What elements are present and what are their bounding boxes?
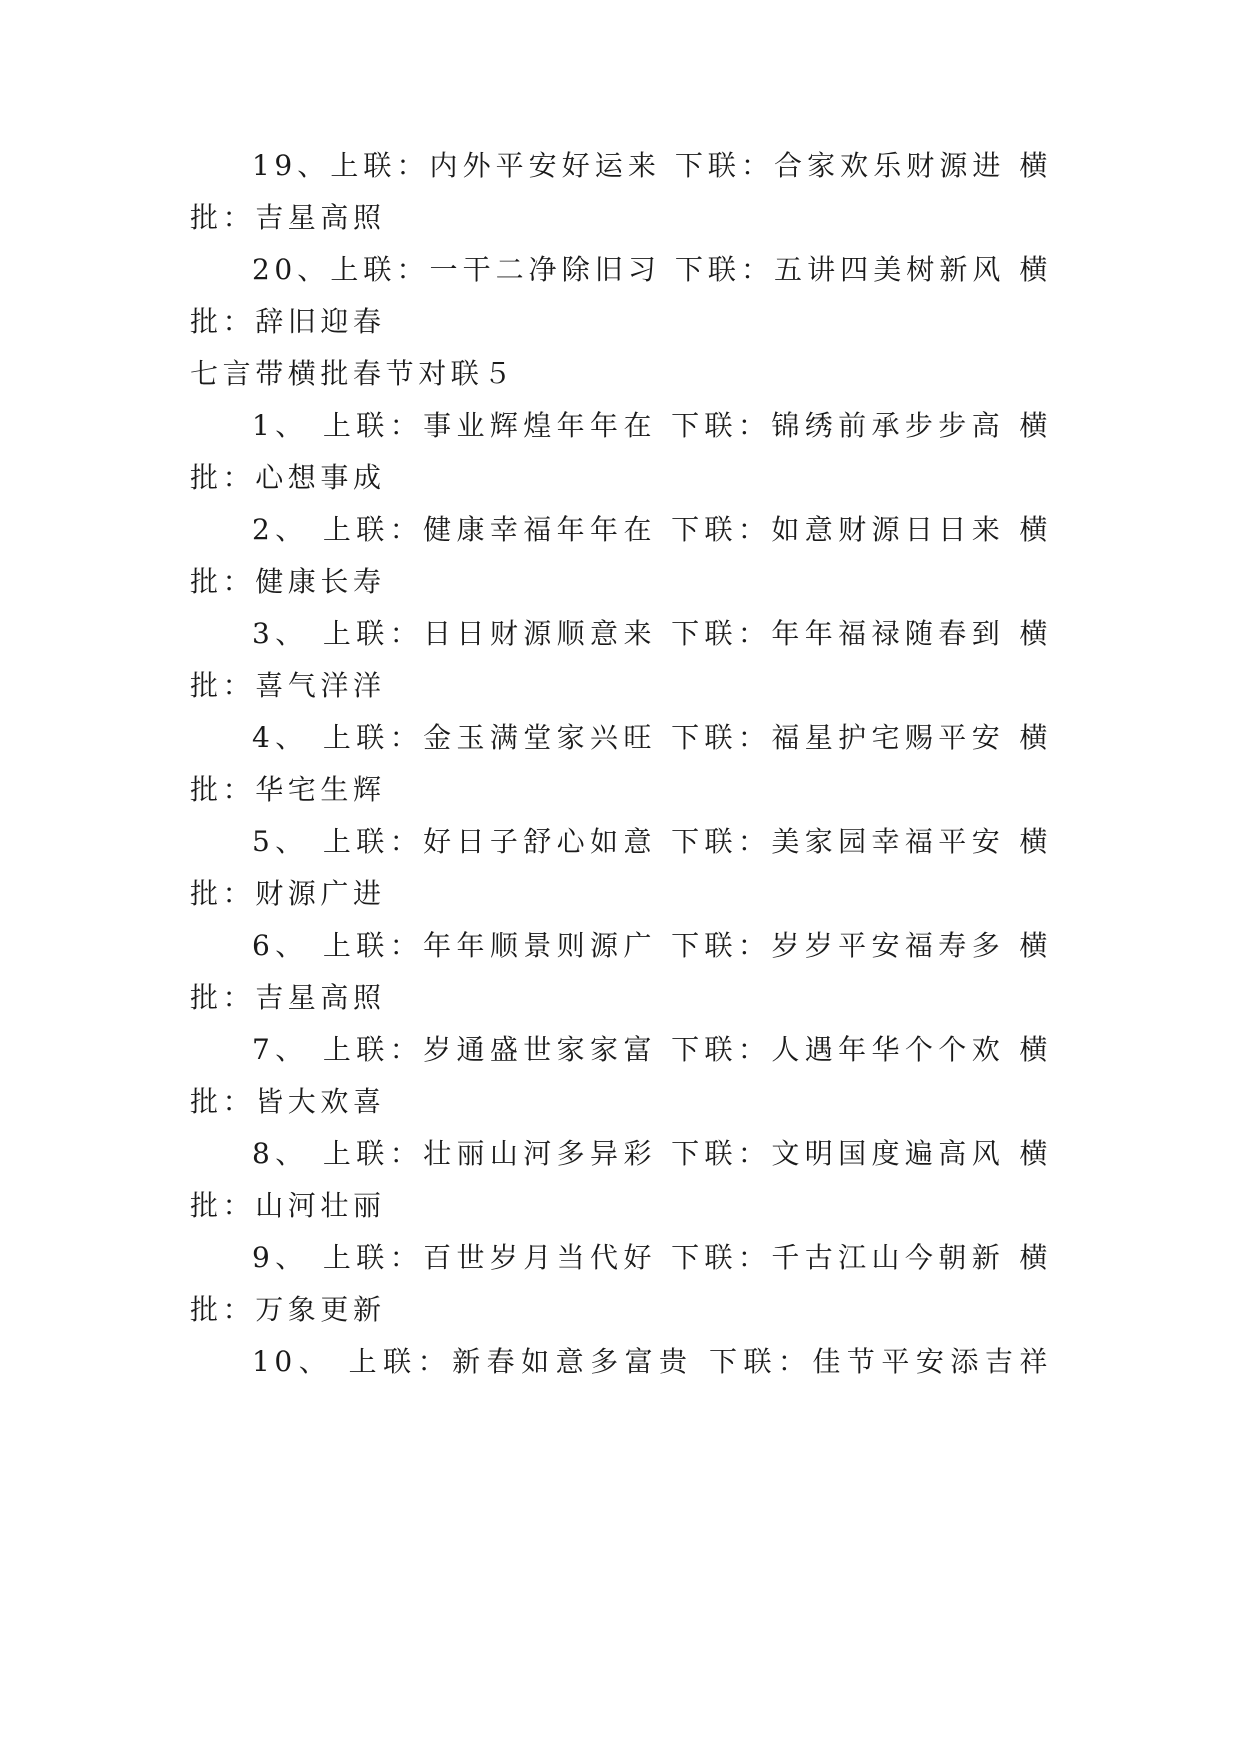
couplet-9-line2: 批：万象更新 xyxy=(190,1293,386,1326)
couplet-4-line1: 4、 上联：金玉满堂家兴旺 下联：福星护宅赐平安 横 xyxy=(252,721,1052,754)
couplet-20-line1: 20、上联：一干二净除旧习 下联：五讲四美树新风 横 xyxy=(252,253,1052,286)
couplet-5-line2: 批：财源广进 xyxy=(190,877,386,910)
couplet-3-line2: 批：喜气洋洋 xyxy=(190,669,386,702)
couplet-2-line1: 2、 上联：健康幸福年年在 下联：如意财源日日来 横 xyxy=(252,513,1052,546)
couplet-6-line2: 批：吉星高照 xyxy=(190,981,386,1014)
couplet-7-line2: 批：皆大欢喜 xyxy=(190,1085,386,1118)
couplet-2-line2: 批：健康长寿 xyxy=(190,565,386,598)
couplet-19-line2: 批：吉星高照 xyxy=(190,201,386,234)
couplet-4-line2: 批：华宅生辉 xyxy=(190,773,386,806)
couplet-8-line2: 批：山河壮丽 xyxy=(190,1189,386,1222)
couplet-5-line1: 5、 上联：好日子舒心如意 下联：美家园幸福平安 横 xyxy=(252,825,1052,858)
couplet-10-line1: 10、 上联：新春如意多富贵 下联：佳节平安添吉祥 xyxy=(252,1345,1052,1378)
couplet-1-line1: 1、 上联：事业辉煌年年在 下联：锦绣前承步步高 横 xyxy=(252,409,1052,442)
section-heading: 七言带横批春节对联５ xyxy=(190,357,517,390)
couplet-3-line1: 3、 上联：日日财源顺意来 下联：年年福禄随春到 横 xyxy=(252,617,1052,650)
couplet-8-line1: 8、 上联：壮丽山河多异彩 下联：文明国度遍高风 横 xyxy=(252,1137,1052,1170)
couplet-7-line1: 7、 上联：岁通盛世家家富 下联：人遇年华个个欢 横 xyxy=(252,1033,1052,1066)
couplet-9-line1: 9、 上联：百世岁月当代好 下联：千古江山今朝新 横 xyxy=(252,1241,1052,1274)
couplet-6-line1: 6、 上联：年年顺景则源广 下联：岁岁平安福寿多 横 xyxy=(252,929,1052,962)
couplet-20-line2: 批：辞旧迎春 xyxy=(190,305,386,338)
couplet-19-line1: 19、上联：内外平安好运来 下联：合家欢乐财源进 横 xyxy=(252,149,1052,182)
couplet-1-line2: 批：心想事成 xyxy=(190,461,386,494)
